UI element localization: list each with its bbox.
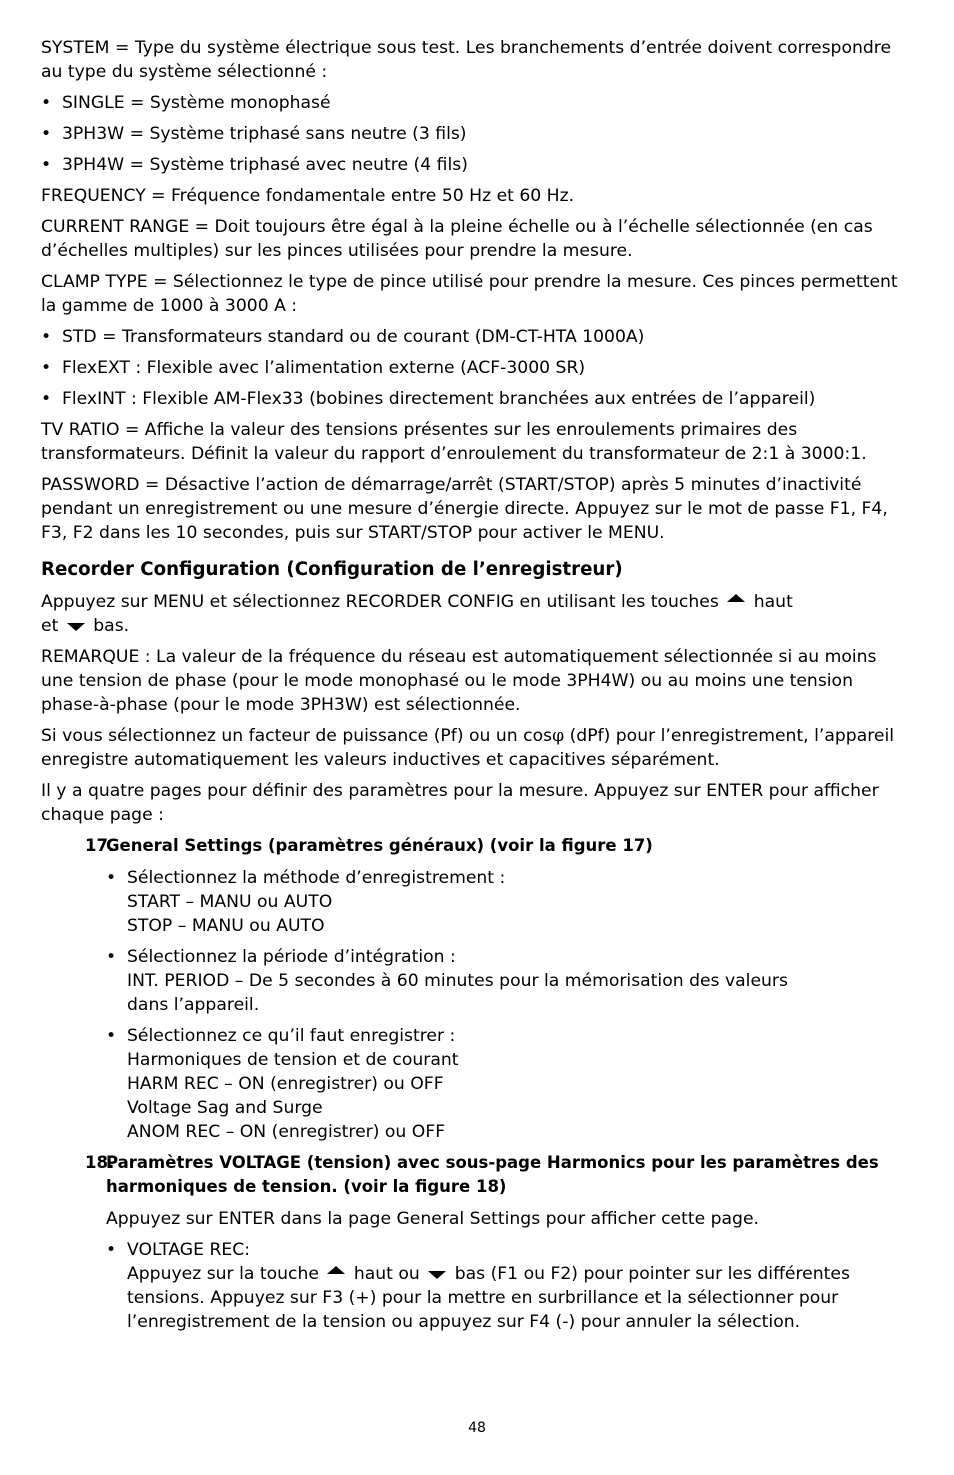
tv-ratio-paragraph: TV RATIO = Affiche la valeur des tensions présentes sur les enroulements primaires des transformateurs. Définit la valeur du rapport d’enroulement du transformateur de 2:1 à 3000:1. bbox=[41, 420, 867, 464]
bullet-icon: • bbox=[106, 947, 117, 967]
bullet-icon: • bbox=[41, 93, 52, 113]
list-item: • FlexEXT : Flexible avec l’alimentation externe (ACF-3000 SR) bbox=[41, 358, 586, 378]
system-paragraph: SYSTEM = Type du système électrique sous test. Les branchements d’entrée doivent correspondre au type du système sélectionné : bbox=[41, 38, 892, 82]
bullet-icon: • bbox=[41, 327, 52, 347]
current-range-paragraph: CURRENT RANGE = Doit toujours être égal à la pleine échelle ou à l’échelle sélectionnée (en cas d’échelles multiples) sur les pinces utilisées pour prendre la mesure. bbox=[41, 217, 873, 261]
phi-symbol: φ bbox=[552, 726, 565, 746]
arrow-down-icon bbox=[428, 1271, 446, 1279]
list-item: • Sélectionnez la période d’intégration : INT. PERIOD – De 5 secondes à 60 minutes pour la mémorisation des valeurs dans l’appareil. bbox=[106, 947, 788, 1015]
frequency-paragraph: FREQUENCY = Fréquence fondamentale entre 50 Hz et 60 Hz. bbox=[41, 186, 575, 206]
section-heading: Recorder Configuration (Configuration de l’enregistreur) bbox=[41, 559, 623, 580]
bullet-icon: • bbox=[106, 868, 117, 888]
list-item: • 3PH3W = Système triphasé sans neutre (3 fils) bbox=[41, 124, 467, 144]
bullet-icon: • bbox=[106, 1026, 117, 1046]
page-number: 48 bbox=[468, 1420, 486, 1436]
list-item: • STD = Transformateurs standard ou de courant (DM-CT-HTA 1000A) bbox=[41, 327, 645, 347]
remarque-paragraph: REMARQUE : La valeur de la fréquence du réseau est automatiquement sélectionnée si au moins une tension de phase (pour le mode monophasé ou le mode 3PH4W) ou au moins une tension phase-à-phase (pour le mode 3PH3W) est sélectionnée. bbox=[41, 647, 877, 715]
bullet-icon: • bbox=[41, 124, 52, 144]
password-paragraph: PASSWORD = Désactive l’action de démarrage/arrêt (START/STOP) après 5 minutes d’inactivité pendant un enregistrement ou une mesure d’énergie directe. Appuyez sur le mot de passe F1, F4, F3, F2 dans les 10 secondes, puis sur START/STOP pour activer le MENU. bbox=[41, 475, 888, 543]
bullet-icon: • bbox=[41, 358, 52, 378]
list-item: • Sélectionnez la méthode d’enregistrement : START – MANU ou AUTO STOP – MANU ou AUTO bbox=[106, 868, 506, 936]
numbered-item-18: 18. Paramètres VOLTAGE (tension) avec sous-page Harmonics pour les paramètres des harmoniques de tension. (voir la figure 18) bbox=[85, 1153, 879, 1196]
bullet-icon: • bbox=[41, 389, 52, 409]
clamp-type-paragraph: CLAMP TYPE = Sélectionnez le type de pince utilisé pour prendre la mesure. Ces pinces permettent la gamme de 1000 à 3000 A : bbox=[41, 272, 898, 316]
list-item: • SINGLE = Système monophasé bbox=[41, 93, 331, 113]
list-item: • FlexINT : Flexible AM-Flex33 (bobines directement branchées aux entrées de l’appareil) bbox=[41, 389, 816, 409]
page-content bbox=[41, 36, 911, 1341]
list-item: • Sélectionnez ce qu’il faut enregistrer : Harmoniques de tension et de courant HARM REC – ON (enregistrer) ou OFF Voltage Sag and Surge ANOM REC – ON (enregistrer) ou OFF bbox=[106, 1026, 459, 1142]
bullet-icon: • bbox=[106, 1240, 117, 1260]
arrow-up-icon bbox=[327, 1266, 345, 1274]
recorder-intro-paragraph: Appuyez sur MENU et sélectionnez RECORDER CONFIG en utilisant les touches haut et bas. bbox=[41, 592, 793, 636]
pages-paragraph: Il y a quatre pages pour définir des paramètres pour la mesure. Appuyez sur ENTER pour afficher chaque page : bbox=[41, 781, 879, 825]
arrow-up-icon bbox=[727, 594, 745, 602]
numbered-item-17: 17. General Settings (paramètres généraux) (voir la figure 17) bbox=[85, 836, 653, 855]
arrow-down-icon bbox=[67, 623, 85, 631]
list-item: • VOLTAGE REC: Appuyez sur la touche haut ou bas (F1 ou F2) pour pointer sur les différentes tensions. Appuyez sur F3 (+) pour la mettre en surbrillance et la sélectionner pour l’enregistrement de la tension ou appuyez sur F4 (-) pour annuler la sélection. bbox=[106, 1240, 850, 1332]
cos-paragraph: Si vous sélectionnez un facteur de puissance (Pf) ou un cosφ (dPf) pour l’enregistrement, l’appareil enregistre automatiquement les valeurs inductives et capacitives séparément. bbox=[41, 726, 895, 770]
list-item: • 3PH4W = Système triphasé avec neutre (4 fils) bbox=[41, 155, 468, 175]
item18-intro: Appuyez sur ENTER dans la page General Settings pour afficher cette page. bbox=[106, 1209, 760, 1229]
bullet-icon: • bbox=[41, 155, 52, 175]
